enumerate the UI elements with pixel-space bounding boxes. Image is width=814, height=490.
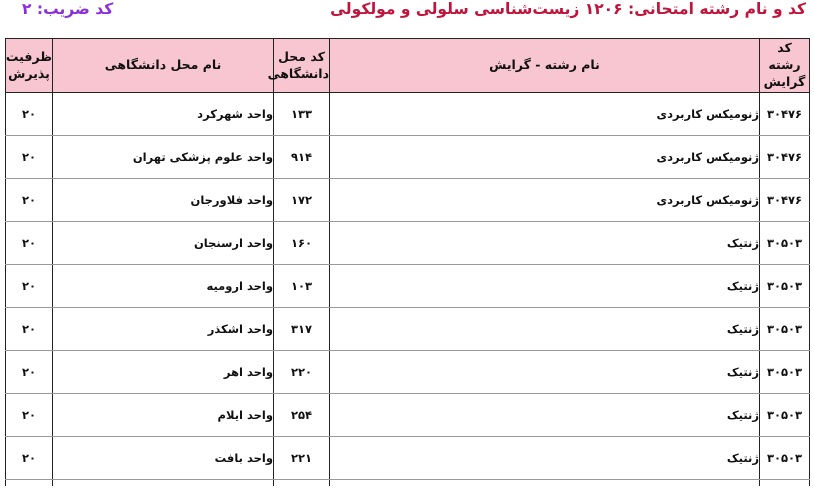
table-header-row (6, 39, 810, 93)
empty-cell (330, 480, 760, 487)
cell-location-code: ۱۳۳ (274, 93, 330, 136)
cell-major-code: ۳۰۵۰۳ (760, 265, 810, 308)
cell-location-code: ۲۵۴ (274, 394, 330, 437)
cell-capacity: ۲۰ (6, 222, 53, 265)
empty-cell (760, 480, 810, 487)
empty-cell (274, 480, 330, 487)
header-major-name: نام رشته - گرایش (330, 39, 760, 93)
cell-major-code: ۳۰۵۰۳ (760, 222, 810, 265)
cell-major-code: ۳۰۵۰۳ (760, 437, 810, 480)
cell-major-code: ۳۰۵۰۳ (760, 308, 810, 351)
cell-location-code: ۱۶۰ (274, 222, 330, 265)
table-row (6, 351, 810, 394)
cell-university-name: واحد علوم پزشکی تهران (53, 136, 274, 179)
cell-major-name: ژنتیک (330, 265, 760, 308)
cell-university-name: واحد ارومیه (53, 265, 274, 308)
cell-major-name: ژنتیک (330, 437, 760, 480)
programs-table (5, 38, 810, 486)
header-university-name: نام محل دانشگاهی (53, 39, 274, 93)
cell-capacity: ۲۰ (6, 308, 53, 351)
cell-major-name: ژنتیک (330, 308, 760, 351)
table-row (6, 179, 810, 222)
cell-major-name: ژنتیک (330, 351, 760, 394)
cell-university-name: واحد بافت (53, 437, 274, 480)
table-row (6, 222, 810, 265)
cell-university-name: واحد اهر (53, 351, 274, 394)
cell-university-name: واحد اشکذر (53, 308, 274, 351)
cell-location-code: ۱۰۳ (274, 265, 330, 308)
cell-capacity: ۲۰ (6, 351, 53, 394)
cell-capacity: ۲۰ (6, 265, 53, 308)
cell-university-name: واحد ارسنجان (53, 222, 274, 265)
cell-capacity: ۲۰ (6, 179, 53, 222)
header-major-code: کد رشته گرایش (760, 39, 810, 93)
page-title: کد و نام رشته امتحانی: ۱۲۰۶ زیست‌شناسی سلولی و مولکولی (330, 0, 806, 18)
cell-location-code: ۲۲۰ (274, 351, 330, 394)
header-capacity: ظرفیت پذیرش (6, 39, 53, 93)
table-row (6, 308, 810, 351)
cell-university-name: واحد فلاورجان (53, 179, 274, 222)
table-row (6, 136, 810, 179)
table-row-partial (6, 480, 810, 487)
table-row (6, 394, 810, 437)
cell-capacity: ۲۰ (6, 437, 53, 480)
table-row (6, 437, 810, 480)
cell-major-name: ژنومیکس کاربردی (330, 93, 760, 136)
cell-location-code: ۲۲۱ (274, 437, 330, 480)
cell-major-code: ۳۰۵۰۳ (760, 394, 810, 437)
cell-location-code: ۱۷۲ (274, 179, 330, 222)
cell-capacity: ۲۰ (6, 93, 53, 136)
cell-location-code: ۳۱۷ (274, 308, 330, 351)
header-location-code: کد محل دانشگاهی (274, 39, 330, 93)
cell-major-code: ۳۰۴۷۶ (760, 179, 810, 222)
cell-university-name: واحد ایلام (53, 394, 274, 437)
coefficient-code: کد ضریب: ۲ (22, 0, 114, 18)
table-row (6, 93, 810, 136)
cell-major-name: ژنتیک (330, 394, 760, 437)
cell-major-name: ژنتیک (330, 222, 760, 265)
cell-major-name: ژنومیکس کاربردی (330, 136, 760, 179)
cell-major-code: ۳۰۴۷۶ (760, 136, 810, 179)
table-row (6, 265, 810, 308)
cell-capacity: ۲۰ (6, 136, 53, 179)
cell-major-code: ۳۰۴۷۶ (760, 93, 810, 136)
cell-major-code: ۳۰۵۰۳ (760, 351, 810, 394)
empty-cell (6, 480, 53, 487)
cell-capacity: ۲۰ (6, 394, 53, 437)
cell-university-name: واحد شهرکرد (53, 93, 274, 136)
cell-location-code: ۹۱۴ (274, 136, 330, 179)
empty-cell (53, 480, 274, 487)
page-header (0, 0, 814, 30)
cell-major-name: ژنومیکس کاربردی (330, 179, 760, 222)
